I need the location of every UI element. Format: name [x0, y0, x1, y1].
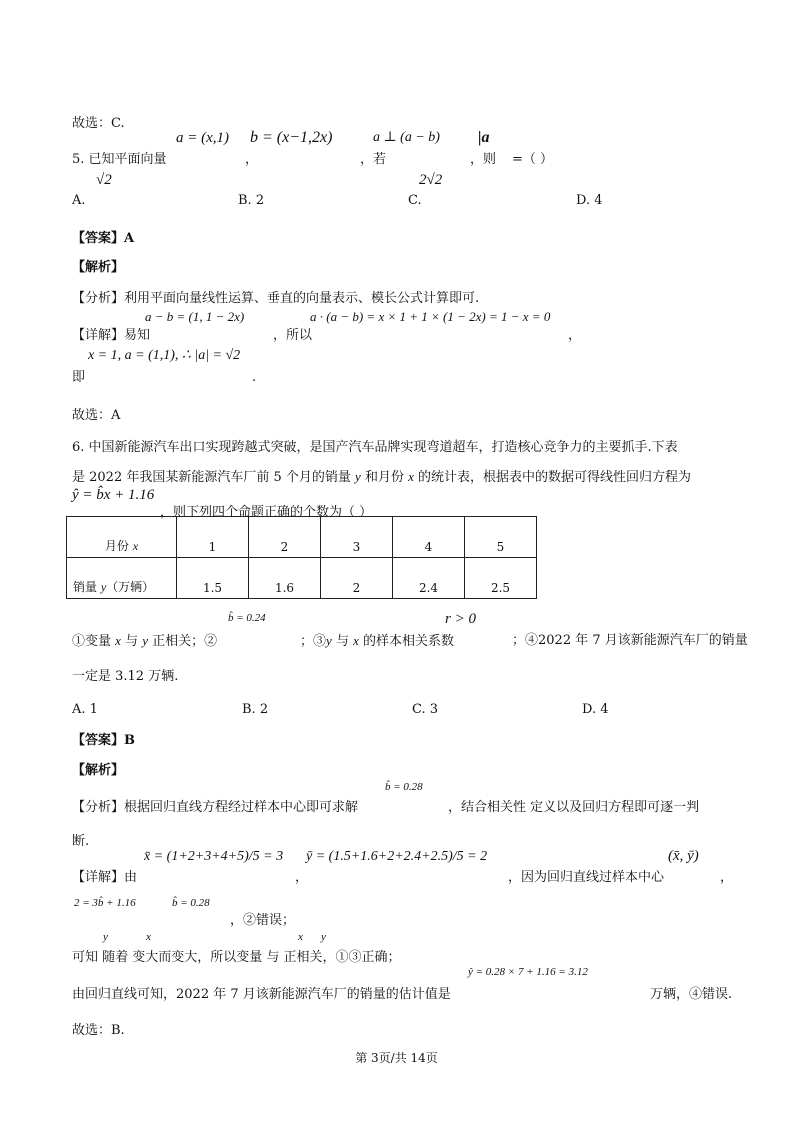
q6-comma2: ，: [720, 870, 734, 885]
var-y: y: [142, 633, 149, 648]
sales-label: 销量: [73, 580, 98, 594]
q6-option-c: C. 3: [412, 702, 439, 717]
q6-wrong2: ，②错误；: [230, 913, 296, 928]
q5-analysis-heading: 【解析】: [72, 260, 125, 275]
b-hat-024: b̂ = 0.24: [228, 612, 266, 624]
q6-fenxi-b: ，结合相关性 定义以及回归方程即可逐一判: [448, 800, 700, 815]
q5-eq-paren: =（ ）: [512, 152, 554, 167]
table-cell: 2.5: [465, 558, 537, 599]
option-a-sqrt2: √2: [96, 172, 112, 188]
perpendicular-condition: a ⊥ (a − b): [373, 130, 440, 145]
month-label: 月份: [104, 539, 129, 553]
vector-b-definition: b = (x−1,2x): [250, 129, 333, 146]
month-var: x: [132, 539, 139, 553]
q6-propositions-end: ；④2022 年 7 月该新能源汽车厂的销量: [512, 633, 748, 648]
small-x2: x: [298, 931, 303, 943]
y-bar-formula: ȳ = (1.5+1.6+2+2.4+2.5)/5 = 2: [306, 849, 488, 864]
q5-comma: ，: [245, 152, 259, 167]
table-header-cell: [67, 558, 177, 599]
r-gt-0: r > 0: [445, 611, 476, 627]
q6-stem-line1: 6. 中国新能源汽车出口实现跨越式突破，是国产汽车品牌实现弯道超车，打造核心竞争力的主要抓手.下表: [72, 440, 678, 455]
q5-formula-a-minus-b: a − b = (1, 1 − 2x): [145, 309, 245, 324]
var-y: y: [355, 469, 361, 484]
q6-stem-line3: ，则下列四个命题正确的个数为（ ）: [160, 505, 373, 520]
prop-b: 与: [125, 634, 139, 649]
q5-then: ，则: [470, 152, 497, 167]
q5-xiangjie: 【详解】易知: [72, 328, 151, 343]
q6-conclusion: 故选：B.: [72, 1023, 125, 1038]
q5-option-b: B. 2: [238, 193, 265, 208]
y-hat-estimate: ŷ = 0.28 × 7 + 1.16 = 3.12: [468, 966, 588, 978]
table-cell: 1: [177, 517, 249, 558]
table-row: [67, 558, 537, 599]
q6-propositions-line2: 一定是 3.12 万辆.: [72, 669, 179, 684]
q5-ji: 即: [72, 370, 86, 385]
prop-a: ①变量: [72, 634, 112, 649]
q6-line2-a: 是 2022 年我国某新能源汽车厂前 5 个月的销量: [72, 470, 351, 485]
table-cell: 4: [393, 517, 465, 558]
table-cell: 2: [249, 517, 321, 558]
q5-cond-prefix: ，若: [360, 152, 387, 167]
vector-a-definition: a = (x,1): [176, 130, 230, 146]
eq-b-hat-028: b̂ = 0.28: [172, 897, 210, 909]
var-x: x: [115, 633, 121, 648]
q6-fenxi-c: 断.: [72, 834, 90, 849]
stat-table: [66, 516, 537, 599]
q5-stem: 5. 已知平面向量: [72, 152, 167, 167]
var-x: x: [408, 469, 414, 484]
q5-option-d: D. 4: [576, 193, 603, 208]
q6-option-b: B. 2: [242, 702, 269, 717]
table-cell: 5: [465, 517, 537, 558]
x-bar-formula: x̄ = (1+2+3+4+5)/5 = 3: [144, 849, 284, 864]
q5-comma2: ，: [568, 328, 582, 343]
sample-center: (x̄, ȳ): [668, 848, 699, 864]
table-cell: 2.4: [393, 558, 465, 599]
q6-line2-b: 和月份: [364, 470, 404, 485]
q6-fenxi-a: 【分析】根据回归直线方程经过样本中心即可求解: [72, 800, 359, 815]
table-cell: 1.6: [249, 558, 321, 599]
prop-f: 的样本相关系数: [363, 634, 455, 649]
prop-c: 正相关；②: [152, 634, 218, 649]
table-cell: 1.5: [177, 558, 249, 599]
eq-2-equals-3b: 2 = 3b̂ + 1.16: [74, 897, 136, 909]
q5-suoyi: ，所以: [273, 328, 313, 343]
table-row: [67, 517, 537, 558]
abs-a: |a: [478, 129, 490, 146]
b-hat-028-heading: b̂ = 0.28: [385, 781, 423, 793]
q6-last-b: 万辆，④错误.: [650, 987, 733, 1002]
small-y: y: [103, 931, 108, 943]
q6-comma: ，: [295, 870, 309, 885]
var-y: y: [326, 633, 332, 648]
var-x: x: [353, 633, 359, 648]
q5-option-c: C.: [408, 193, 422, 208]
q5-ji-end: .: [252, 370, 257, 385]
option-c-2sqrt2: 2√2: [419, 172, 443, 188]
q5-ji-formula: x = 1, a = (1,1), ∴ |a| = √2: [88, 348, 241, 363]
sales-unit: （万辆）: [106, 580, 155, 594]
q6-option-d: D. 4: [582, 702, 609, 717]
q6-answer: 【答案】B: [72, 733, 135, 748]
q6-option-a: A. 1: [72, 702, 98, 717]
prop-d: ；③: [300, 634, 327, 649]
q5-formula-dot-product: a · (a − b) = x × 1 + 1 × (1 − 2x) = 1 − x = 0: [310, 309, 551, 324]
sales-var: y: [100, 580, 107, 594]
table-header-cell: [67, 517, 177, 558]
q5-option-a: A.: [72, 193, 86, 208]
table-cell: 2: [321, 558, 393, 599]
q6-analysis-heading: 【解析】: [72, 763, 125, 778]
prop-e: 与: [335, 634, 349, 649]
q6-stem-line2: [72, 470, 691, 484]
q6-xiangjie: 【详解】由: [72, 870, 138, 885]
small-x: x: [146, 931, 151, 943]
q5-answer: 【答案】A: [72, 231, 135, 246]
table-cell: 3: [321, 517, 393, 558]
q6-center-text: ，因为回归直线过样本中心: [508, 870, 665, 885]
q6-propositions-line1: [72, 634, 217, 648]
q6-line2-c: 的统计表，根据表中的数据可得线性回归方程为: [418, 470, 692, 485]
page-footer: 第 3页/共 14页: [355, 1051, 438, 1065]
small-y2: y: [321, 931, 326, 943]
q4-answer-line: 故选：C.: [72, 116, 125, 131]
q5-conclusion: 故选：A: [72, 408, 121, 423]
q5-fenxi: 【分析】利用平面向量线性运算、垂直的向量表示、模长公式计算即可.: [72, 291, 480, 306]
q6-propositions-mid: [300, 634, 454, 648]
regression-equation: ŷ = b̂x + 1.16: [72, 487, 155, 503]
q6-kezhi: 可知 随着 变大而变大，所以变量 与 正相关，①③正确；: [72, 950, 401, 965]
q6-last-a: 由回归直线可知，2022 年 7 月该新能源汽车厂的销量的估计值是: [72, 987, 451, 1002]
